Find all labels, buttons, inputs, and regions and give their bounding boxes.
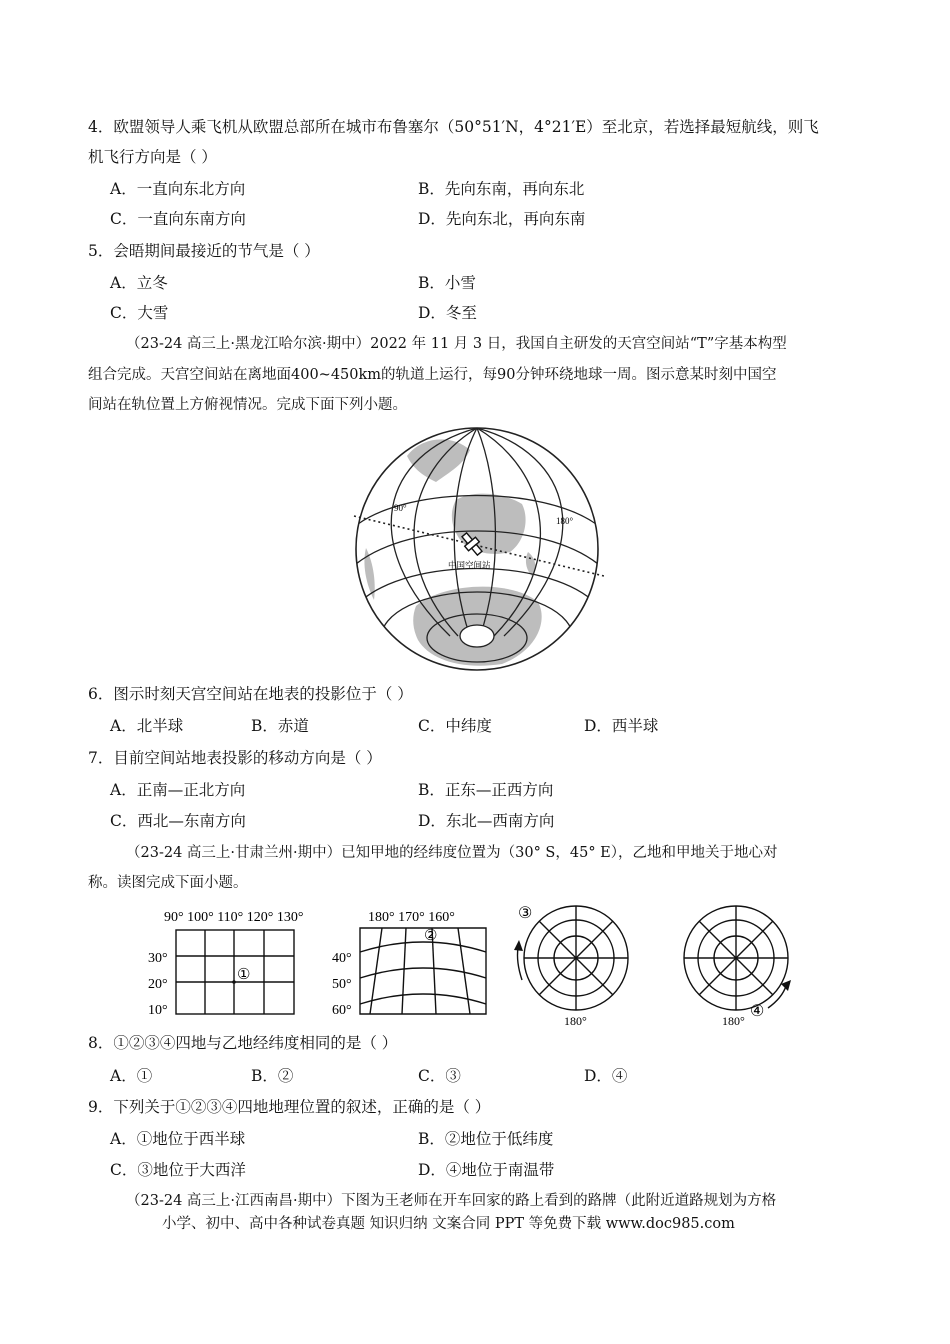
- q4-option-c: C．一直向东南方向: [110, 210, 246, 228]
- passage3-line1: （23-24 高三上·江西南昌·期中）下图为王老师在开车回家的路上看到的路牌（此附近道路规划为方格: [126, 1193, 777, 1209]
- passage2-line2: 称。读图完成下面小题。: [88, 875, 248, 891]
- diagram-3-polar: [506, 898, 642, 1028]
- globe-figure: [352, 424, 606, 676]
- q8-option-c: C．③: [418, 1067, 461, 1085]
- d4-bottom-label: 180°: [722, 1014, 745, 1028]
- q7-option-d: D．东北—西南方向: [418, 812, 555, 830]
- q8-option-b: B．②: [251, 1067, 294, 1085]
- q5-option-d: D．冬至: [418, 304, 477, 322]
- d2-lat-60: 60°: [332, 1003, 352, 1018]
- globe-label-90: 90°: [394, 503, 407, 513]
- d2-lat-40: 40°: [332, 951, 352, 966]
- station-label: 中国空间站: [448, 560, 491, 570]
- q7-option-a: A．正南—正北方向: [110, 781, 246, 799]
- q7-stem: 7．目前空间站地表投影的移动方向是（ ）: [88, 749, 382, 767]
- passage2-line1: （23-24 高三上·甘肃兰州·期中）已知甲地的经纬度位置为（30° S，45° E），乙地和甲地关于地心对: [126, 845, 778, 861]
- diagram-2-grid: [330, 902, 492, 1024]
- q6-option-a: A．北半球: [110, 717, 184, 735]
- q5-option-a: A．立冬: [110, 274, 168, 292]
- d1-marker: ①: [237, 967, 251, 983]
- d2-lat-50: 50°: [332, 977, 352, 992]
- q6-option-d: D．西半球: [584, 717, 659, 735]
- q5-option-b: B．小雪: [418, 274, 476, 292]
- d4-marker: ④: [750, 1003, 765, 1020]
- d3-bottom-label: 180°: [564, 1014, 587, 1028]
- diagram-1-grid: [140, 902, 320, 1024]
- q9-option-d: D．④地位于南温带: [418, 1161, 555, 1179]
- q6-option-b: B．赤道: [251, 717, 309, 735]
- d1-lat-20: 20°: [148, 977, 168, 992]
- q6-stem: 6．图示时刻天宫空间站在地表的投影位于（ ）: [88, 685, 413, 703]
- q9-option-b: B．②地位于低纬度: [418, 1130, 554, 1148]
- q9-option-c: C．③地位于大西洋: [110, 1161, 246, 1179]
- passage1-line3: 间站在轨位置上方俯视情况。完成下面下列小题。: [88, 397, 407, 413]
- d2-lon-labels: 180° 170° 160°: [368, 910, 455, 925]
- q4-stem-line1: 4．欧盟领导人乘飞机从欧盟总部所在城市布鲁塞尔（50°51′N，4°21′E）至北京，若选择最短航线，则飞: [88, 118, 819, 136]
- q7-option-c: C．西北—东南方向: [110, 812, 246, 830]
- q9-option-a: A．①地位于西半球: [110, 1130, 246, 1148]
- d1-lat-30: 30°: [148, 951, 168, 966]
- q8-stem: 8．①②③④四地与乙地经纬度相同的是（ ）: [88, 1034, 398, 1052]
- q9-stem: 9．下列关于①②③④四地地理位置的叙述，正确的是（ ）: [88, 1098, 491, 1116]
- q4-option-b: B．先向东南，再向东北: [418, 180, 585, 198]
- d2-marker: ②: [424, 928, 438, 944]
- q7-option-b: B．正东—正西方向: [418, 781, 554, 799]
- diagram-4-polar: [668, 898, 804, 1028]
- q8-option-d: D．④: [584, 1067, 628, 1085]
- passage1-line1: （23-24 高三上·黑龙江哈尔滨·期中）2022 年 11 月 3 日，我国自主研发的天宫空间站“T”字基本构型: [126, 336, 787, 352]
- footer-text: 小学、初中、高中各种试卷真题 知识归纳 文案合同 PPT 等免费下载 www.doc985.com: [162, 1216, 735, 1232]
- globe-label-180: 180°: [556, 516, 574, 526]
- d1-lat-10: 10°: [148, 1003, 168, 1018]
- q4-option-a: A．一直向东北方向: [110, 180, 246, 198]
- q4-option-d: D．先向东北，再向东南: [418, 210, 586, 228]
- q8-option-a: A．①: [110, 1067, 153, 1085]
- q6-option-c: C．中纬度: [418, 717, 492, 735]
- d3-marker: ③: [518, 905, 533, 922]
- q5-option-c: C．大雪: [110, 304, 169, 322]
- q5-stem: 5．会晤期间最接近的节气是（ ）: [88, 242, 320, 260]
- q4-stem-line2: 机飞行方向是（ ）: [88, 148, 217, 166]
- passage1-line2: 组合完成。天宫空间站在离地面400~450km的轨道上运行，每90分钟环绕地球一周。图示意某时刻中国空: [88, 367, 777, 383]
- d1-lon-labels: 90° 100° 110° 120° 130°: [164, 910, 304, 925]
